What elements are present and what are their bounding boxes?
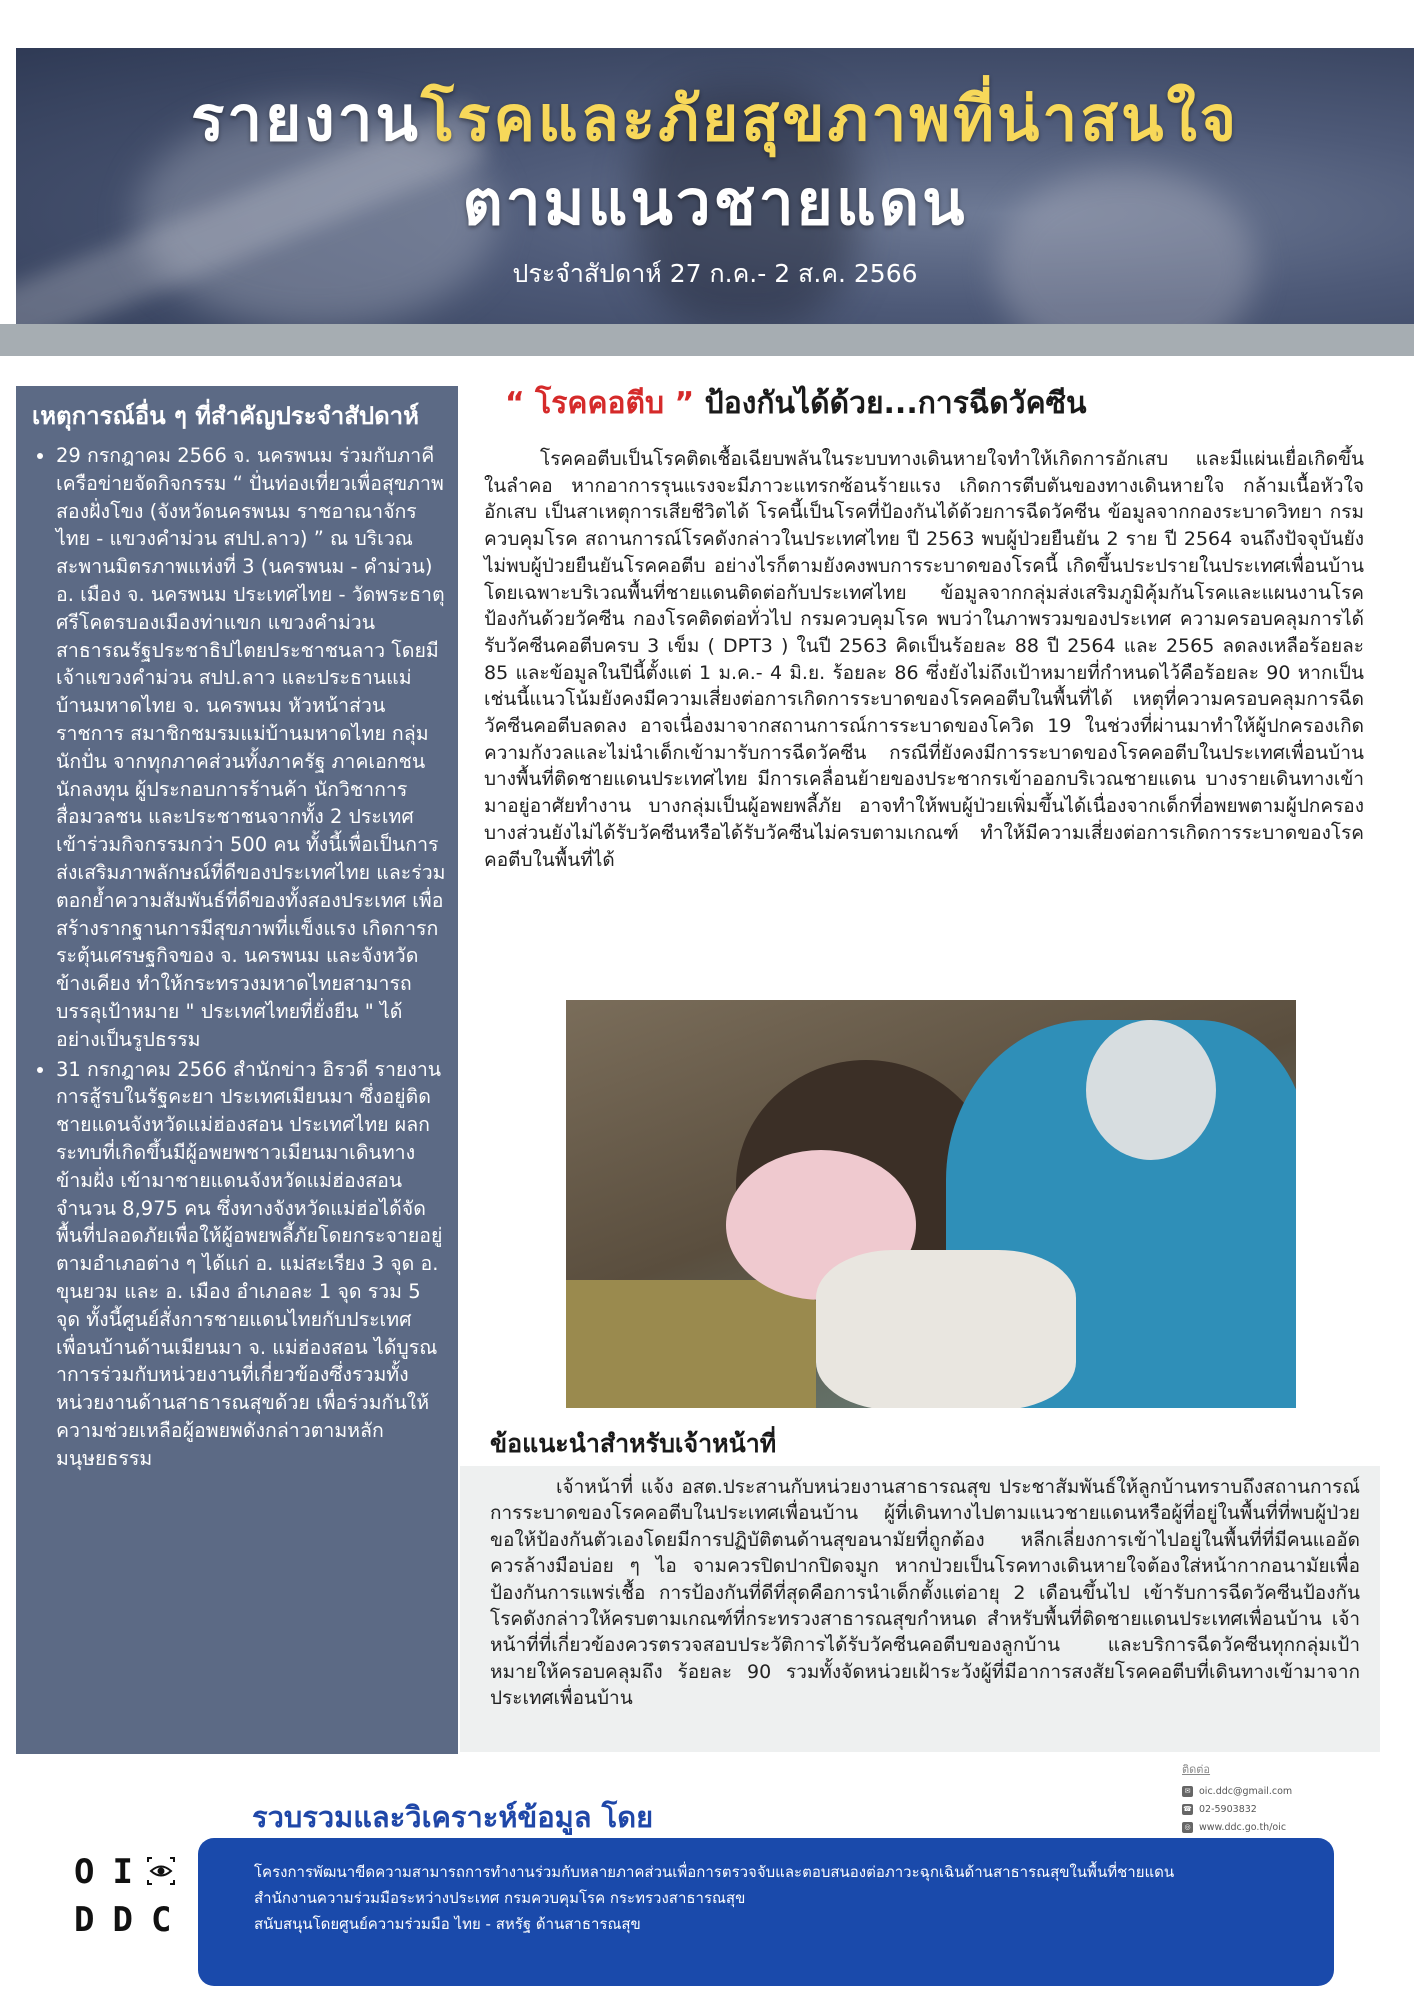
logo-top-text: OI	[74, 1852, 151, 1892]
phone-icon: ☎	[1183, 1804, 1192, 1813]
footer-support-line: สนับสนุนโดยศูนย์ความร่วมมือ ไทย - สหรัฐ ด้านสาธารณสุข	[254, 1915, 641, 1933]
header-banner	[16, 48, 1414, 324]
event-item: • 31 กรกฎาคม 2566 สำนักข่าว อิรวดี รายงานการสู้รบในรัฐคะยา ประเทศเมียนมา ซึ่งอยู่ติดชายแดนจังหวัดแม่ฮ่องสอน ประเทศไทย ผลกระทบที่เกิดขึ้นมีผู้อพยพชาวเมียนมาเดินทางข้ามฝั่ง เข้ามาชายแดนจังหวัดแม่ฮ่องสอน จำนวน 8,975 คน ซึ่งทางจังหวัดแม่ฮ่อได้จัดพื้นที่ปลอดภัยเพื่อให้ผู้อพยพลี้ภัยโดยกระจายอยู่ตามอำเภอต่าง ๆ ได้แก่ อ. แม่สะเรียง 3 จุด อ. ขุนยวม และ อ. เมือง อำเภอละ 1 จุด รวม 5 จุด ทั้งนี้ศูนย์สั่งการชายแดนไทยกับประเทศเพื่อนบ้านด้านเมียนมา จ. แม่ฮ่องสอน ได้บูรณาการร่วมกับหน่วยงานที่เกี่ยวข้องซึ่งรวมทั้งหน่วยงานด้านสาธารณสุขด้วย เพื่อร่วมกันให้ความช่วยเหลือผู้อพยพดังกล่าวตามหลักมนุษยธรรม	[56, 1056, 446, 1473]
report-title-line2: ตามแนวชายแดน	[462, 166, 968, 239]
footer-bar	[198, 1838, 1334, 1986]
contact-email[interactable]	[1182, 1782, 1292, 1800]
report-date: ประจำสัปดาห์ 27 ก.ค.- 2 ส.ค. 2566	[512, 259, 918, 288]
contact-phone-text: 02-5903832	[1199, 1803, 1257, 1815]
globe-icon: ◎	[1182, 1822, 1193, 1833]
contact-web-text: www.ddc.go.th/oic	[1199, 1821, 1287, 1833]
article-title-rest: ป้องกันได้ด้วย...การฉีดวัคซีน	[694, 386, 1087, 421]
advice-body: เจ้าหน้าที่ แจ้ง อสต.ประสานกับหน่วยงานสาธารณสุข ประชาสัมพันธ์ให้ลูกบ้านทราบถึงสถานการณ์การระบาดของโรคคอตีบในประเทศเพื่อนบ้าน ผู้ที่เดินทางไปตามแนวชายแดนหรือผู้ที่อยู่ในพื้นที่ที่พบผู้ป่วย ขอให้ป้องกันตัวเองโดยมีการปฏิบัติตนด้านสุขอนามัยที่ถูกต้อง หลีกเลี่ยงการเข้าไปอยู่ในพื้นที่ที่มีคนแออัด ควรล้างมือบ่อย ๆ ไอ จามควรปิดปากปิดจมูก หากป่วยเป็นโรคทางเดินหายใจต้องใส่หน้ากากอนามัยเพื่อป้องกันการแพร่เชื้อ การป้องกันที่ดีที่สุดคือการนำเด็กตั้งแต่อายุ 2 เดือนขึ้นไป เข้ารับการฉีดวัคซีนป้องกันโรคดังกล่าวให้ครบตามเกณฑ์ที่กระทรวงสาธารณสุขกำหนด สำหรับพื้นที่ติดชายแดนประเทศเพื่อนบ้าน เจ้าหน้าที่ที่เกี่ยวข้องควรตรวจสอบประวัติการได้รับวัคซีนคอตีบของลูกบ้าน และบริการฉีดวัคซีนทุกกลุ่มเป้าหมายให้ครอบคลุมถึง ร้อยละ 90 รวมทั้งจัดหน่วยเฝ้าระวังผู้ที่มีอาการสงสัยโรคคอตีบที่เดินทางเข้ามาจากประเทศเพื่อนบ้าน	[490, 1476, 1360, 1710]
events-list	[16, 442, 458, 1472]
report-title-white: รายงาน	[190, 82, 421, 155]
footer-project-line: โครงการพัฒนาขีดความสามารถการทำงานร่วมกับหลายภาคส่วนเพื่อการตรวจจับและตอบสนองต่อภาวะฉุกเฉินด้านสาธารณสุขในพื้นที่ชายแดน	[254, 1863, 1175, 1881]
header-divider	[0, 324, 1414, 356]
footer-heading: รวบรวมและวิเคราะห์ข้อมูล โดย	[252, 1800, 654, 1834]
logo-bottom-text: DDC	[74, 1900, 190, 1940]
article-title	[505, 380, 1087, 427]
report-title-highlight: โรคและภัยสุขภาพที่น่าสนใจ	[420, 82, 1240, 155]
footer-office-line: สำนักงานความร่วมมือระหว่างประเทศ กรมควบคุมโรค กระทรวงสาธารณสุข	[254, 1889, 746, 1907]
other-events-sidebar	[16, 386, 458, 1754]
contact-phone[interactable]	[1182, 1800, 1292, 1818]
advice-heading: ข้อแนะนำสำหรับเจ้าหน้าที่	[490, 1429, 777, 1458]
sidebar-title: เหตุการณ์อื่น ๆ ที่สำคัญประจำสัปดาห์	[32, 402, 419, 430]
contact-web[interactable]	[1182, 1818, 1292, 1836]
email-icon: ✉	[1182, 1786, 1193, 1797]
contact-title: ติดต่อ	[1182, 1763, 1211, 1776]
article-body: โรคคอตีบเป็นโรคติดเชื้อเฉียบพลันในระบบทางเดินหายใจทำให้เกิดการอักเสบ และมีแผ่นเยื่อเกิดขึ้นในลำคอ หากอาการรุนแรงจะมีภาวะแทรกซ้อนร้ายแรง เกิดการตีบตันของทางเดินหายใจ กล้ามเนื้อหัวใจอักเสบ เป็นสาเหตุการเสียชีวิตได้ โรคนี้เป็นโรคที่ป้องกันได้ด้วยการฉีดวัคซีน ข้อมูลจากกองระบาดวิทยา กรมควบคุมโรค สถานการณ์โรคดังกล่าวในประเทศไทย ปี 2563 พบผู้ป่วยยืนยัน 2 ราย ปี 2564 จนถึงปัจจุบันยังไม่พบผู้ป่วยยืนยันโรคคอตีบ อย่างไรก็ตามยังคงพบการระบาดของโรคนี้ เกิดขึ้นประปรายในประเทศเพื่อนบ้าน โดยเฉพาะบริเวณพื้นที่ชายแดนติดต่อกับประเทศไทย ข้อมูลจากกลุ่มส่งเสริมภูมิคุ้มกันโรคและแผนงานโรคป้องกันด้วยวัคซีน กองโรคติดต่อทั่วไป กรมควบคุมโรค พบว่าในภาพรวมของประเทศ ความครอบคลุมการได้รับวัคซีนคอตีบครบ 3 เข็ม ( DPT3 ) ในปี 2563 คิดเป็นร้อยละ 88 ปี 2564 และ 2565 ลดลงเหลือร้อยละ 85 และข้อมูลในปีนี้ตั้งแต่ 1 ม.ค.- 4 มิ.ย. ร้อยละ 86 ซึ่งยังไม่ถึงเป้าหมายที่กำหนดไว้คือร้อยละ 90 หากเป็นเช่นนี้แนวโน้มยังคงมีความเสี่ยงต่อการเกิดการระบาดของโรคคอตีบในพื้นที่ได้ เหตุที่ความครอบคลุมการฉีดวัคซีนคอตีบลดลง อาจเนื่องมาจากสถานการณ์การระบาดของโควิด 19 ในช่วงที่ผ่านมาทำให้ผู้ปกครองเกิดความกังวลและไม่นำเด็กเข้ามารับการฉีดวัคซีน กรณีที่ยังคงมีการระบาดของโรคคอตีบในประเทศเพื่อนบ้านบางพื้นที่ติดชายแดนประเทศไทย มีการเคลื่อนย้ายของประชากรเข้าออกบริเวณชายแดน บางรายเดินทางเข้ามาอยู่อาศัยทำงาน บางกลุ่มเป็นผู้อพยพลี้ภัย อาจทำให้พบผู้ป่วยเพิ่มขึ้นได้เนื่องจากเด็กที่อพยพตามผู้ปกครองบางส่วนยังไม่ได้รับวัคซีนหรือได้รับวัคซีนไม่ครบตามเกณฑ์ ทำให้มีความเสี่ยงต่อการเกิดการระบาดของโรคคอตีบในพื้นที่ได้	[484, 448, 1364, 871]
eye-icon	[146, 1856, 176, 1886]
contact-email-text: oic.ddc@gmail.com	[1199, 1785, 1293, 1797]
contact-block	[1182, 1760, 1292, 1836]
event-item: • 29 กรกฎาคม 2566 จ. นครพนม ร่วมกับภาคีเครือข่ายจัดกิจกรรม “ ปั่นท่องเที่ยวเพื่อสุขภาพสองฝั่งโขง (จังหวัดนครพนม ราชอาณาจักรไทย - แขวงคำม่วน สปป.ลาว) ” ณ บริเวณสะพานมิตรภาพแห่งที่ 3 (นครพนม - คำม่วน) อ. เมือง จ. นครพนม ประเทศไทย - วัดพระธาตุ ศรีโคตรบองเมืองท่าแขก แขวงคำม่วน สาธารณรัฐประชาธิปไตยประชาชนลาว โดยมีเจ้าแขวงคำม่วน สปป.ลาว และประธานแม่บ้านมหาดไทย จ. นครพนม หัวหน้าส่วนราชการ สมาชิกชมรมแม่บ้านมหาดไทย กลุ่มนักปั่น จากทุกภาคส่วนทั้งภาครัฐ ภาคเอกชน นักลงทุน ผู้ประกอบการร้านค้า นักวิชาการ สื่อมวลชน และประชาชนจากทั้ง 2 ประเทศ เข้าร่วมกิจกรรมกว่า 500 คน ทั้งนี้เพื่อเป็นการส่งเสริมภาพลักษณ์ที่ดีของประเทศไทย และร่วมตอกย้ำความสัมพันธ์ที่ดีของทั้งสองประเทศ เพื่อสร้างรากฐานการมีสุขภาพที่แข็งแรง เกิดการกระตุ้นเศรษฐกิจของ จ. นครพนม และจังหวัดข้างเคียง ทำให้กระทรวงมหาดไทยสามารถบรรลุเป้าหมาย " ประเทศไทยที่ยั่งยืน " ได้อย่างเป็นรูปธรรม	[56, 442, 446, 1054]
article-title-disease: “ โรคคอตีบ ”	[505, 386, 695, 421]
vaccination-photo	[566, 1000, 1296, 1408]
